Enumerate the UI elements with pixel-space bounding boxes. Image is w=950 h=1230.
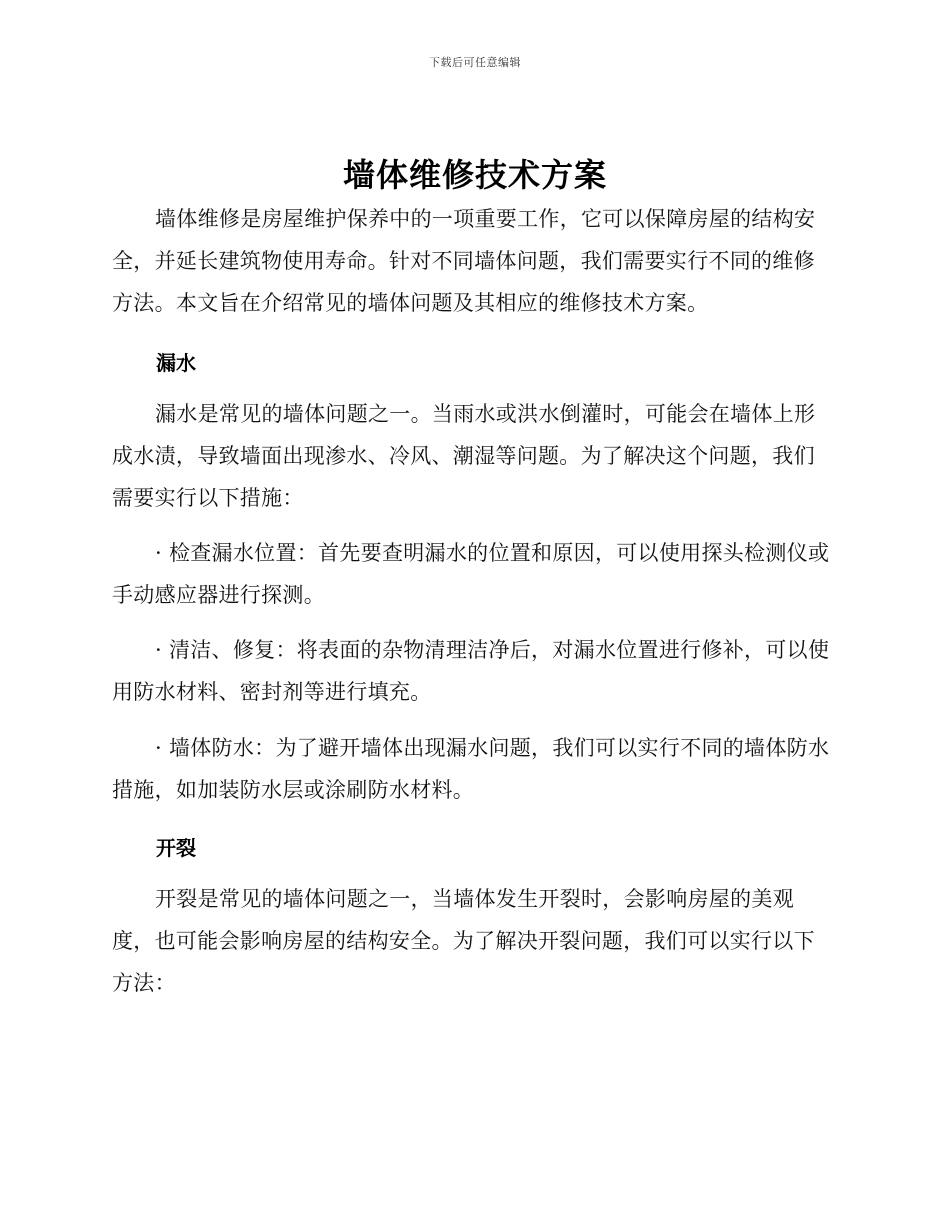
bullet-item: · 检查漏水位置：首先要查明漏水的位置和原因，可以使用探头检测仪或手动感应器进行探测。 [112, 541, 830, 607]
page-title: 墙体维修技术方案 [342, 156, 607, 194]
bullet-item: · 墙体防水：为了避开墙体出现漏水问题，我们可以实行不同的墙体防水措施，如加装防水层或涂刷防水材料。 [112, 736, 830, 802]
section-heading-crack: 开裂 [156, 836, 196, 860]
intro-paragraph: 墙体维修是房屋维护保养中的一项重要工作，它可以保障房屋的结构安全，并延长建筑物使用寿命。针对不同墙体问题，我们需要实行不同的维修方法。本文旨在介绍常见的墙体问题及其相应的维修技术方案。 [112, 207, 816, 315]
bullet-item: · 清洁、修复：将表面的杂物清理洁净后，对漏水位置进行修补，可以使用防水材料、密封剂等进行填充。 [112, 638, 830, 704]
header-note: 下载后可任意编辑 [429, 56, 521, 69]
section-heading-leak: 漏水 [156, 351, 196, 375]
section-paragraph-crack: 开裂是常见的墙体问题之一，当墙体发生开裂时，会影响房屋的美观度，也可能会影响房屋的结构安全。为了解决开裂问题，我们可以实行以下方法： [112, 887, 815, 995]
section-paragraph-leak: 漏水是常见的墙体问题之一。当雨水或洪水倒灌时，可能会在墙体上形成水渍，导致墙面出现渗水、冷风、潮湿等问题。为了解决这个问题，我们需要实行以下措施： [112, 402, 816, 510]
